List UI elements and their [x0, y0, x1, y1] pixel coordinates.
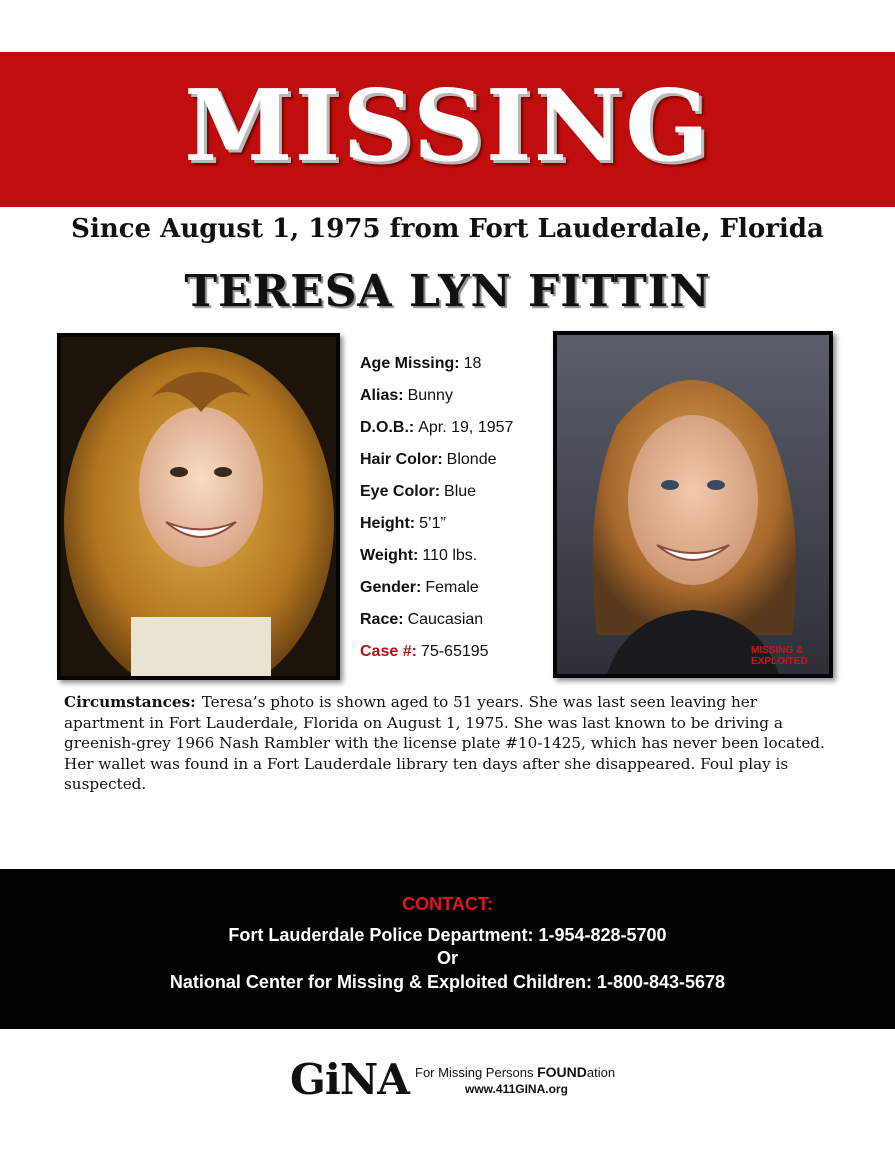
- person-name: TERESA LYN FITTIN: [184, 266, 711, 317]
- contact-or: Or: [436, 948, 458, 968]
- gina-footer: [290, 1055, 650, 1108]
- facts-list: [360, 348, 550, 668]
- age-progressed-photo: [553, 331, 833, 678]
- tagline-pre: For Missing Persons: [415, 1065, 538, 1080]
- fact-value: Bunny: [407, 387, 453, 404]
- gina-tagline: [415, 1065, 615, 1080]
- fact-value: Blonde: [446, 451, 497, 468]
- fact-value: 18: [463, 355, 482, 372]
- fact-dob: [360, 412, 550, 444]
- fact-label: Weight:: [360, 547, 419, 564]
- photo-left-illustration: [61, 337, 336, 676]
- photo-right-illustration: [557, 335, 829, 674]
- fact-value: Female: [425, 579, 479, 596]
- circumstances-text: Teresa’s photo is shown aged to 51 years. She was last seen leaving her apartment in Fort Lauderdale, Florida on August 1, 1975. She was last known to be driving a greenish-grey 1966 Nash Rambler with the license plate #10-1425, which has never been located. Her wallet was found in a Fort Lauderdale library ten days after she disappeared. Foul play is suspected.: [64, 693, 825, 793]
- fact-age-missing: [360, 348, 550, 380]
- contact-heading: CONTACT:: [402, 894, 493, 914]
- fact-value: Blue: [444, 483, 477, 500]
- fact-alias: [360, 380, 550, 412]
- missing-title: MISSING: [184, 69, 711, 184]
- fact-label: Gender:: [360, 579, 422, 596]
- contact-ncmec: National Center for Missing & Exploited Children: 1-800-843-5678: [169, 972, 726, 992]
- fact-label: Hair Color:: [360, 451, 443, 468]
- fact-case-number: [360, 636, 550, 668]
- fact-eye-color: [360, 476, 550, 508]
- fact-height: [360, 508, 550, 540]
- gina-logo: GiNA: [290, 1055, 409, 1104]
- contact-section: [0, 869, 895, 1029]
- missing-since-line: Since August 1, 1975 from Fort Lauderdale, Florida: [71, 214, 824, 244]
- fact-label: Age Missing:: [360, 355, 460, 372]
- fact-label: D.O.B.:: [360, 419, 415, 436]
- fact-value: 75-65195: [420, 643, 489, 660]
- circumstances-label: Circumstances:: [64, 693, 196, 711]
- fact-label: Case #:: [360, 643, 417, 660]
- fact-value: Apr. 19, 1957: [418, 419, 514, 436]
- circumstances-paragraph: [64, 692, 834, 795]
- watermark-text-1: MISSING &: [751, 645, 804, 656]
- photo-smiling-young-woman: [57, 333, 340, 680]
- fact-label: Race:: [360, 611, 404, 628]
- fact-label: Eye Color:: [360, 483, 441, 500]
- fact-value: 5’1”: [419, 515, 446, 532]
- fact-label: Height:: [360, 515, 416, 532]
- fact-label: Alias:: [360, 387, 404, 404]
- watermark-text-2: EXPLOITED: [751, 656, 808, 667]
- fact-race: [360, 604, 550, 636]
- gina-url: www.411GINA.org: [465, 1082, 568, 1096]
- fact-value: Caucasian: [407, 611, 484, 628]
- tagline-post: ation: [586, 1065, 616, 1080]
- fact-value: 110 lbs.: [422, 547, 478, 564]
- contact-police: Fort Lauderdale Police Department: 1-954-828-5700: [228, 925, 667, 945]
- fact-gender: [360, 572, 550, 604]
- tagline-strong: FOUND: [537, 1064, 587, 1080]
- fact-hair-color: [360, 444, 550, 476]
- fact-weight: [360, 540, 550, 572]
